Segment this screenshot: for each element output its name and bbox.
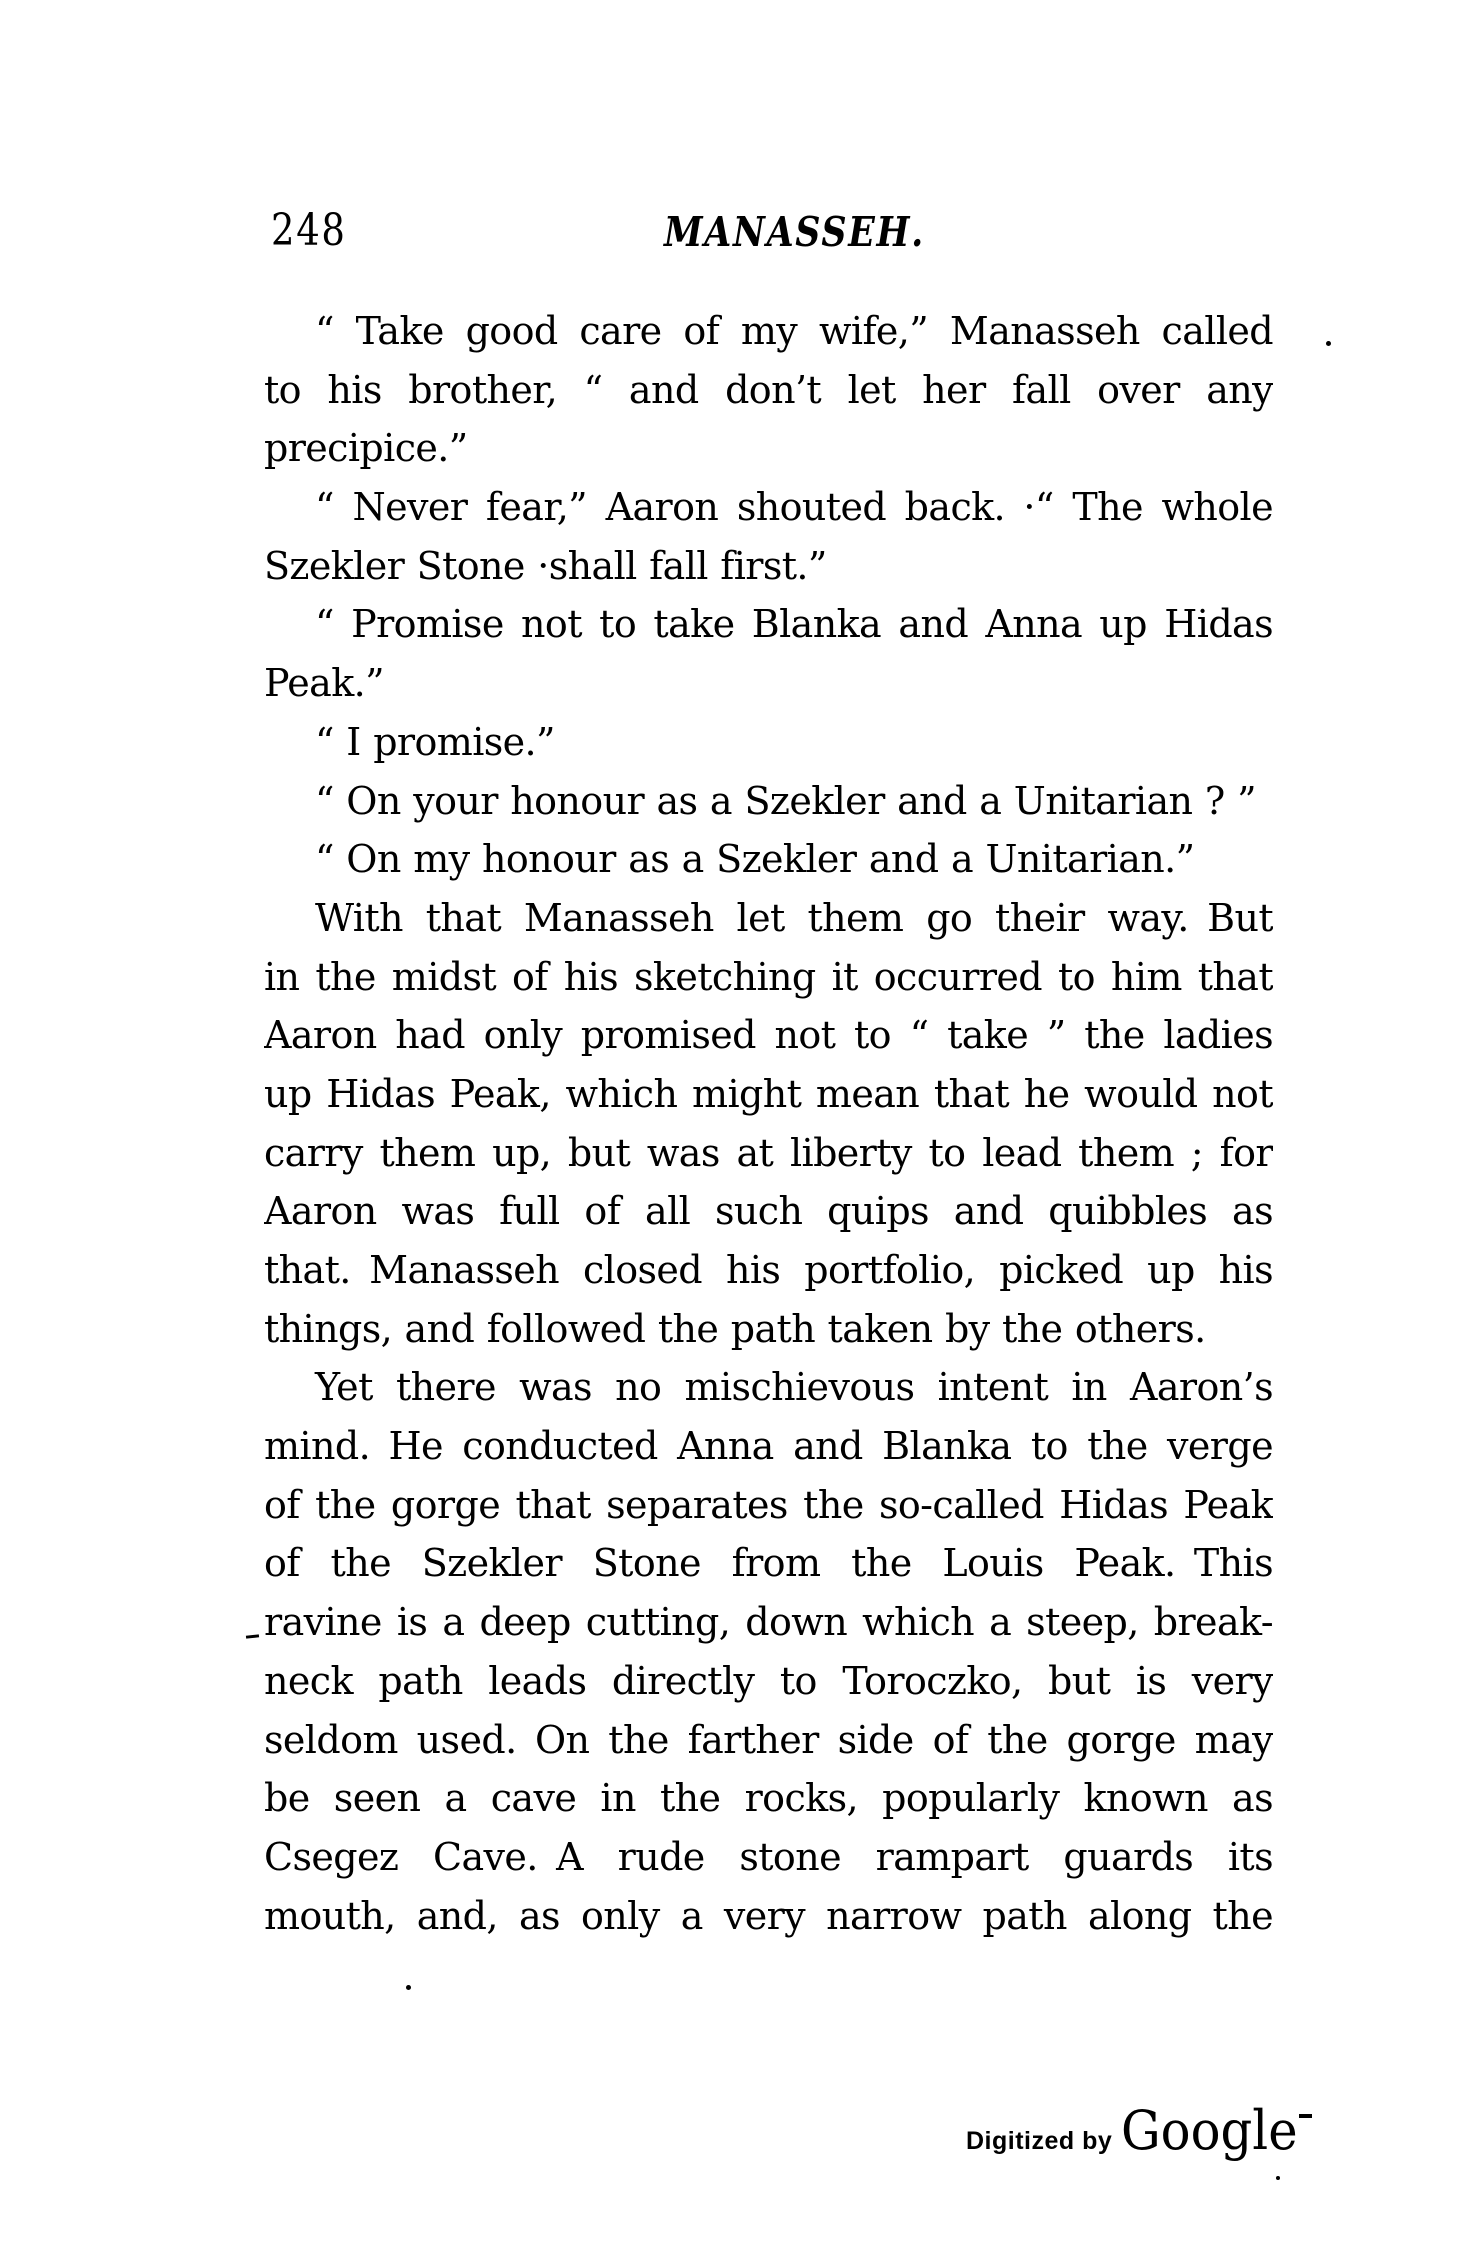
text-line: “ Never fear,” Aaron shouted back. ·“ The whole xyxy=(315,485,1273,530)
text-line: carry them up, but was at liberty to lead them ; for xyxy=(264,1130,1273,1175)
stray-ink-dot-artifact xyxy=(406,1985,411,1990)
text-line: “ I promise.” xyxy=(315,719,555,764)
ink-tick-before-ravine-artifact xyxy=(246,1634,259,1638)
text-line: up Hidas Peak, which might mean that he would not xyxy=(264,1071,1273,1116)
text-line: “ Take good care of my wife,” Manasseh called xyxy=(315,309,1273,353)
text-line: Szekler Stone ·shall fall first.” xyxy=(264,543,827,588)
text-line: ravine is a deep cutting, down which a steep, break- xyxy=(264,1600,1273,1645)
scan-dash-artifact xyxy=(1299,2114,1312,2118)
scan-dot-artifact xyxy=(1276,2176,1280,2180)
text-line: seldom used. On the farther side of the gorge may xyxy=(264,1717,1273,1762)
google-logo: Google xyxy=(1121,2099,1298,2162)
text-line: mind. He conducted Anna and Blanka to the verge xyxy=(264,1424,1273,1469)
text-line: in the midst of his sketching it occurred to him that xyxy=(264,954,1273,999)
text-line: Yet there was no mischievous intent in Aaron’s xyxy=(315,1365,1273,1410)
ink-dot-after-called-artifact xyxy=(1326,341,1331,346)
text-line: to his brother, “ and don’t let her fall over any xyxy=(264,367,1273,412)
text-line: that. Manasseh closed his portfolio, picked up his xyxy=(264,1248,1273,1292)
text-line: of the Szekler Stone from the Louis Peak. This xyxy=(264,1541,1273,1586)
running-title: MANASSEH. xyxy=(664,208,926,256)
text-line: Aaron had only promised not to “ take ” the ladies xyxy=(264,1013,1273,1058)
text-line: precipice.” xyxy=(264,426,468,471)
text-block xyxy=(264,302,1273,1945)
text-line: Csegez Cave. A rude stone rampart guards its xyxy=(264,1834,1273,1879)
text-line: Aaron was full of all such quips and quibbles as xyxy=(264,1189,1273,1234)
text-line: “ Promise not to take Blanka and Anna up Hidas xyxy=(315,602,1273,647)
text-line: things, and followed the path taken by the others. xyxy=(264,1306,1206,1351)
text-line: be seen a cave in the rocks, popularly known as xyxy=(264,1776,1273,1821)
text-line: “ On your honour as a Szekler and a Unitarian ? ” xyxy=(315,778,1256,823)
page-number: 248 xyxy=(271,205,347,256)
text-line: of the gorge that separates the so-called Hidas Peak xyxy=(264,1482,1273,1527)
text-line: neck path leads directly to Toroczko, but is very xyxy=(264,1658,1273,1703)
text-line: Peak.” xyxy=(264,661,384,706)
text-line: mouth, and, as only a very narrow path along the xyxy=(264,1893,1273,1938)
watermark xyxy=(966,2099,1313,2162)
text-line: “ On my honour as a Szekler and a Unitarian.” xyxy=(315,837,1195,882)
digitized-by-label: Digitized by xyxy=(966,2127,1113,2155)
text-line: With that Manasseh let them go their way. But xyxy=(315,895,1273,940)
